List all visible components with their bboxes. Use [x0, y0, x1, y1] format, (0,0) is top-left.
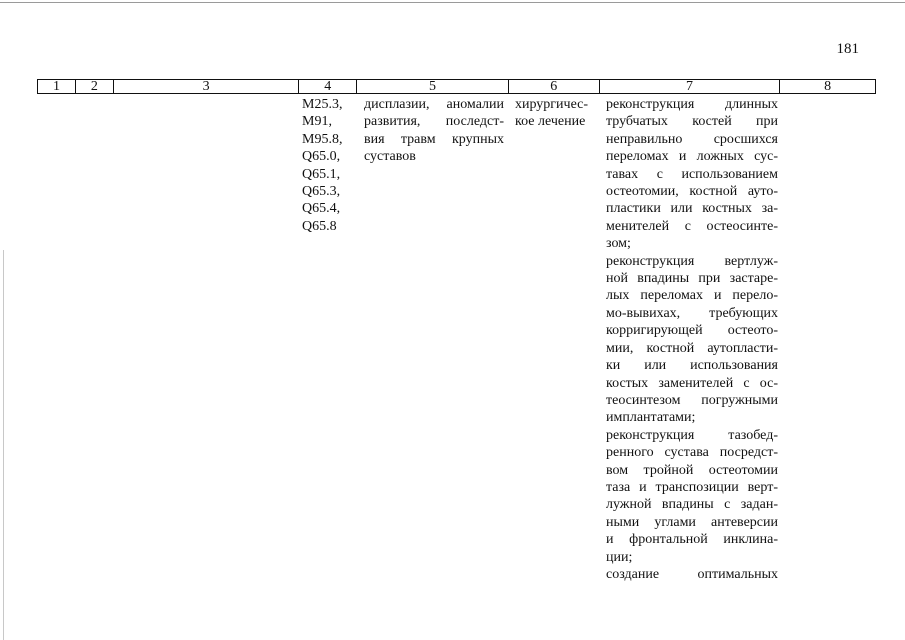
- method-line: ной впадины при застаре-: [606, 271, 778, 287]
- method-line: имплантатами;: [606, 410, 696, 426]
- method-line: трубчатых костей при: [606, 114, 778, 130]
- column-header-6: 6: [509, 80, 600, 93]
- column-header-8: 8: [824, 79, 832, 94]
- method-line: пластики или костных за-: [606, 201, 778, 217]
- method-line: тавах с использованием: [606, 166, 778, 182]
- column-header-4: 4: [299, 80, 357, 93]
- icd-code: M95.8,: [302, 131, 343, 147]
- icd-code: Q65.4,: [302, 201, 341, 217]
- diagnosis-line: вия травм крупных: [364, 131, 504, 147]
- treatment-type-line: кое лечение: [515, 114, 586, 130]
- icd-code: M91,: [302, 114, 332, 130]
- diagnosis-line: развития, последст-: [364, 114, 504, 130]
- method-line: таза и транспозиции верт-: [606, 479, 778, 495]
- column-header-2: 2: [76, 80, 114, 93]
- icd-code: Q65.0,: [302, 149, 341, 165]
- treatment-type-line: хирургичес-: [515, 97, 589, 112]
- column-header-7: 7: [600, 80, 781, 93]
- method-line: переломах и ложных сус-: [606, 149, 778, 165]
- method-line: теосинтезом погружными: [606, 392, 778, 408]
- method-line: костых заменителей с ос-: [606, 375, 778, 391]
- method-line: остеотомии, костной ауто-: [606, 184, 778, 200]
- method-line: вом тройной остеотомии: [606, 462, 778, 478]
- table-row: [37, 94, 876, 582]
- method-line: ными углами антеверсии: [606, 514, 778, 530]
- method-line: ки или использования: [606, 358, 778, 374]
- method-line: реконструкция вертлуж-: [606, 253, 778, 269]
- icd-code: M25.3,: [302, 97, 343, 112]
- icd-codes-cell: [302, 96, 352, 235]
- method-line: и фронтальной инклина-: [606, 532, 778, 548]
- column-header-3: 3: [114, 80, 300, 93]
- method-line: зом;: [606, 236, 631, 252]
- icd-code: Q65.3,: [302, 184, 341, 200]
- method-line: менителей с остеосинте-: [606, 218, 778, 234]
- method-line: мии, костной аутопласти-: [606, 340, 778, 356]
- method-line: ции;: [606, 549, 633, 565]
- method-line: лужной впадины с задан-: [606, 497, 778, 513]
- data-table: [37, 79, 876, 582]
- column-header-5: 5: [357, 80, 509, 93]
- page-number: 181: [836, 41, 859, 57]
- scan-margin-line: [3, 250, 4, 640]
- column-header-1: 1: [38, 80, 76, 93]
- method-line: корригирующей остеото-: [606, 323, 778, 339]
- icd-code: Q65.8: [302, 218, 337, 234]
- method-line: создание оптимальных: [606, 566, 778, 582]
- scan-edge-line: [0, 2, 905, 3]
- method-line: ренного сустава посредст-: [606, 445, 778, 461]
- method-line: реконструкция длинных: [606, 97, 778, 112]
- method-line: неправильно сросшихся: [606, 131, 778, 147]
- method-line: мо-вывихах, требующих: [606, 305, 778, 321]
- treatment-type-cell: [515, 96, 599, 131]
- method-line: лых переломах и перело-: [606, 288, 778, 304]
- diagnosis-line: суставов: [364, 149, 416, 165]
- treatment-method-cell: [606, 96, 778, 583]
- diagnosis-cell: [364, 96, 504, 166]
- diagnosis-line: дисплазии, аномалии: [364, 97, 504, 112]
- table-header-row: [37, 79, 876, 94]
- method-line: реконструкция тазобед-: [606, 427, 778, 443]
- icd-code: Q65.1,: [302, 166, 341, 182]
